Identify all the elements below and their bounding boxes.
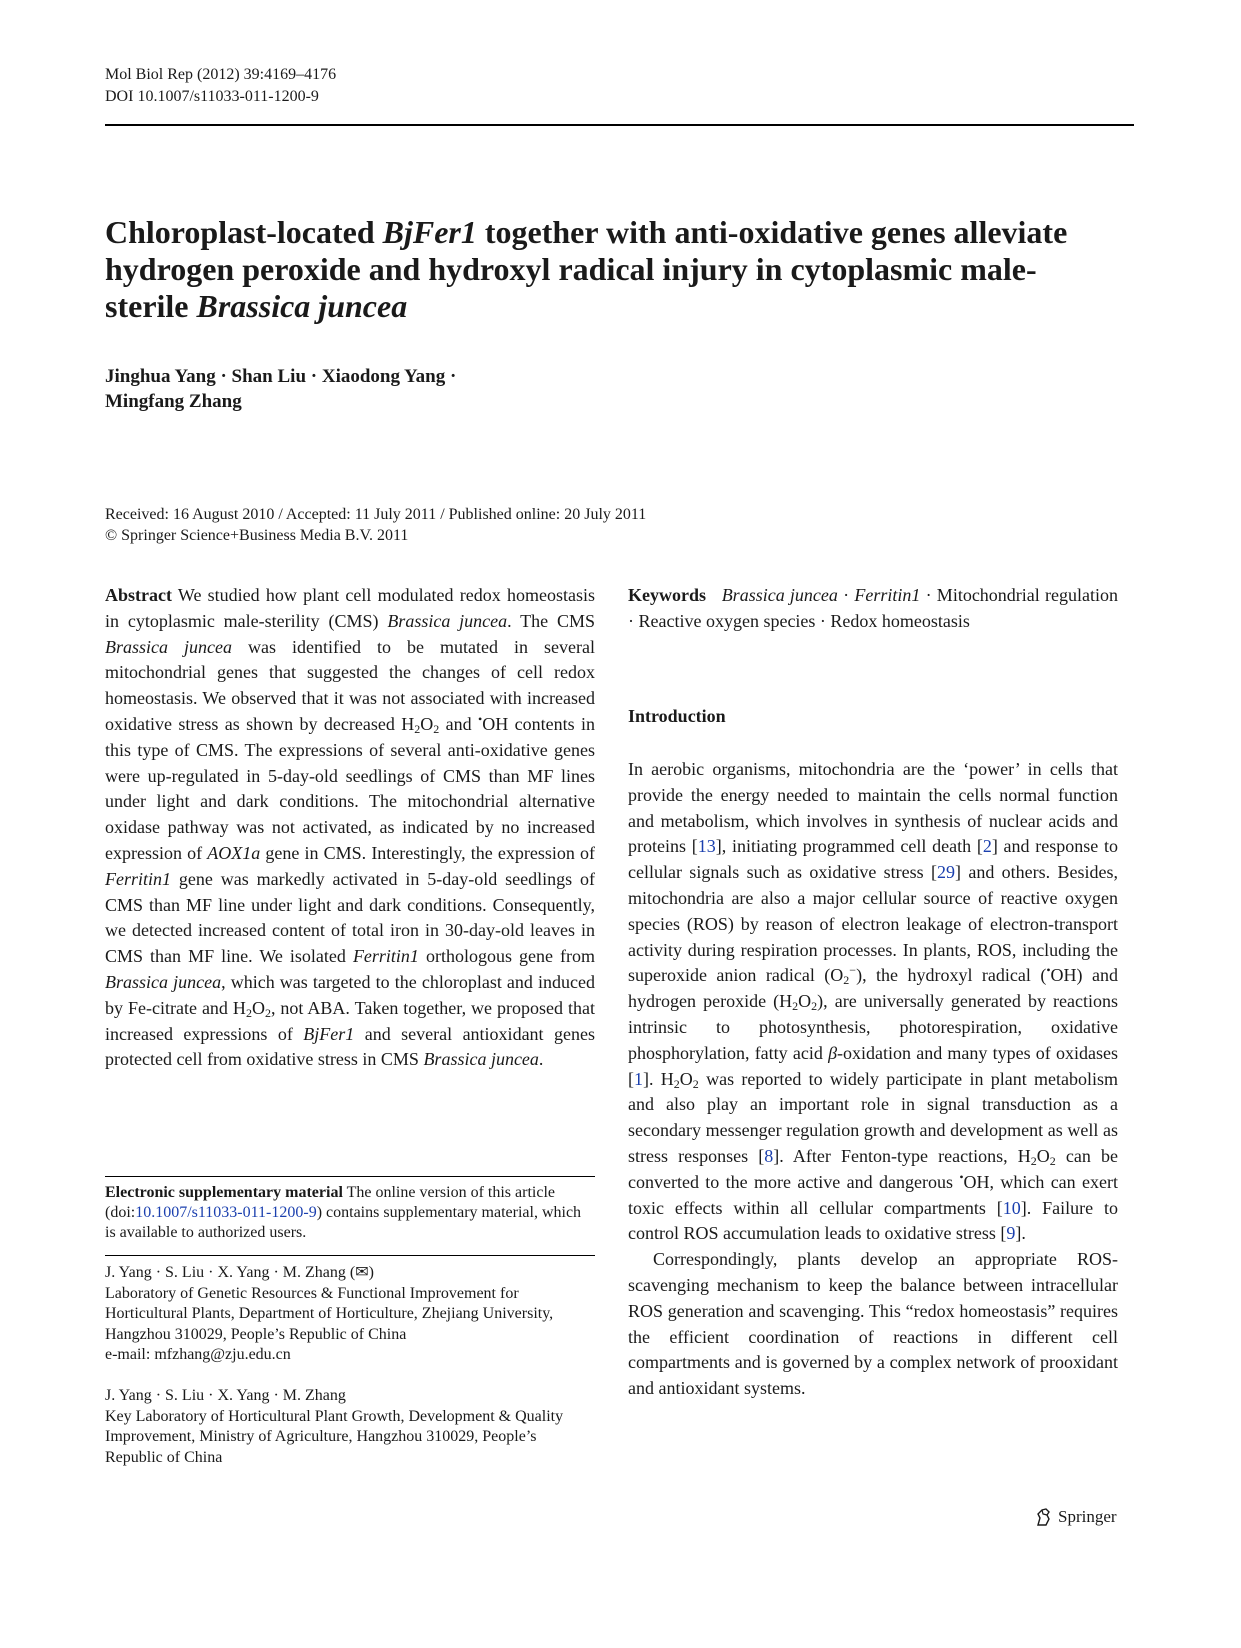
affiliation-1: J. Yang · S. Liu · X. Yang · M. Zhang (✉) Laboratory of Genetic Resources & Functional Improvement for Horticultural Plants, Department of Horticulture, Zhejiang University, Hangzhou 310029, People’s Republic of China e-mail: mfzhang@zju.edu.cn bbox=[105, 1263, 595, 1366]
history-dates: Received: 16 August 2010 / Accepted: 11 July 2011 / Published online: 20 July 2011 bbox=[105, 506, 647, 523]
affiliation-2: J. Yang · S. Liu · X. Yang · M. Zhang Key Laboratory of Horticultural Plant Growth, Development & Quality Improvement, Ministry of Agriculture, Hangzhou 310029, People’s Republic of China bbox=[105, 1387, 564, 1466]
publisher-logo bbox=[1034, 1507, 1117, 1527]
citation-link[interactable]: 29 bbox=[937, 862, 955, 883]
springer-horse-icon bbox=[1034, 1507, 1054, 1527]
keywords-heading: Keywords bbox=[628, 585, 706, 605]
copyright: © Springer Science+Business Media B.V. 2011 bbox=[105, 527, 409, 544]
journal-citation: Mol Biol Rep (2012) 39:4169–4176 bbox=[105, 66, 337, 83]
publisher-name: Springer bbox=[1058, 1507, 1117, 1526]
abstract: Abstract We studied how plant cell modulated redox homeostasis in cytoplasmic male-sterility (CMS) Brassica juncea. The CMS Brassica juncea was identified to be mutated in several mitochondrial genes that suggested the changes of cell redox homeostasis. We observed that it was not associated with increased oxidative stress as shown by decreased $H_2O_2$ and •OH contents in this type of CMS. The expressions of several anti-oxidative genes were up-regulated in 5-day-old seedlings of CMS than MF lines under light and dark conditions. The mitochondrial alternative oxidase pathway was not activated, as indicated by no increased expression of AOX1a gene in CMS. Interestingly, the expression of Ferritin1 gene was markedly activated in 5-day-old seedlings of CMS than MF line under light and dark conditions. Consequently, we detected increased content of total iron in 30-day-old leaves in CMS than MF line. We isolated Ferritin1 orthologous gene from Brassica juncea, which was targeted to the chloroplast and induced by Fe-citrate and $H_2O_2$, not ABA. Taken together, we proposed that increased expressions of BjFer1 and several antioxidant genes protected cell from oxidative stress in CMS Brassica juncea. bbox=[105, 585, 596, 1070]
email[interactable]: e-mail: mfzhang@zju.edu.cn bbox=[105, 1346, 291, 1363]
header-divider bbox=[105, 124, 1134, 126]
journal-header bbox=[105, 64, 336, 108]
intro-paragraph-1: In aerobic organisms, mitochondria are the ‘power’ in cells that provide the energy needed to maintain the cells normal function and metabolism, which involves in synthesis of nuclear acids and proteins [13], initiating programmed cell death [2] and response to cellular signals such as oxidative stress [29] and others. Besides, mitochondria are also a major cellular source of reactive oxygen species (ROS) by reason of electron leakage of electron-transport activity during respiration processes. In plants, ROS, including the superoxide anion radical $(O_2^-)$, the hydroxyl radical (•OH) and hydrogen peroxide $(H_2O_2)$, are universally generated by reactions intrinsic to photosynthesis, photorespiration, oxidative phosphorylation, fatty acid β-oxidation and many types of oxidases [1]. $H_2O_2$ was reported to widely participate in plant metabolism and also play an important role in signal transduction as a secondary messenger regulation growth and development as well as stress responses [8]. After Fenton-type reactions, $H_2O_2$ can be converted to the more active and dangerous •OH, which can exert toxic effects within all cellular compartments [10]. Failure to control ROS accumulation leads to oxidative stress [9]. bbox=[628, 759, 1119, 1244]
affiliation-divider bbox=[105, 1255, 595, 1256]
publication-history bbox=[105, 504, 646, 546]
abstract-heading: Abstract bbox=[105, 585, 172, 605]
introduction-heading: Introduction bbox=[628, 706, 726, 726]
citation-link[interactable]: 2 bbox=[982, 836, 992, 857]
envelope-icon: ✉ bbox=[355, 1264, 369, 1281]
article-title: Chloroplast-located BjFer1 together with anti-oxidative genes alleviate hydrogen peroxide and hydroxyl radical injury in cytoplasmic male-sterile Brassica juncea bbox=[105, 214, 1068, 324]
keywords: Keywords Brassica juncea · Ferritin1 · Mitochondrial regulation · Reactive oxygen species · Redox homeostasis bbox=[628, 585, 1118, 631]
citation-link[interactable]: 8 bbox=[764, 1145, 774, 1166]
citation-link[interactable]: 10 bbox=[1002, 1197, 1021, 1218]
doi-link[interactable]: 10.1007/s11033-011-1200-9 bbox=[135, 1204, 317, 1221]
author-list: Jinghua Yang · Shan Liu · Xiaodong Yang · Mingfang Zhang bbox=[105, 366, 457, 412]
article-doi: DOI 10.1007/s11033-011-1200-9 bbox=[105, 88, 319, 105]
citation-link[interactable]: 13 bbox=[697, 836, 716, 857]
footnote-divider bbox=[105, 1176, 595, 1177]
supplementary-note: Electronic supplementary material The online version of this article (doi:10.1007/s11033-011-1200-9) contains supplementary material, which is available to authorized users. bbox=[105, 1184, 582, 1241]
intro-paragraph-2: Correspondingly, plants develop an appropriate ROS-scavenging mechanism to keep the balance between intracellular ROS generation and scavenging. This “redox homeostasis” requires the efficient coordination of reactions in different cell compartments and is governed by a complex network of prooxidant and antioxidant systems. bbox=[628, 1249, 1118, 1399]
citation-link[interactable]: 9 bbox=[1006, 1223, 1016, 1244]
citation-link[interactable]: 1 bbox=[634, 1068, 643, 1089]
introduction-body bbox=[628, 757, 1118, 1402]
